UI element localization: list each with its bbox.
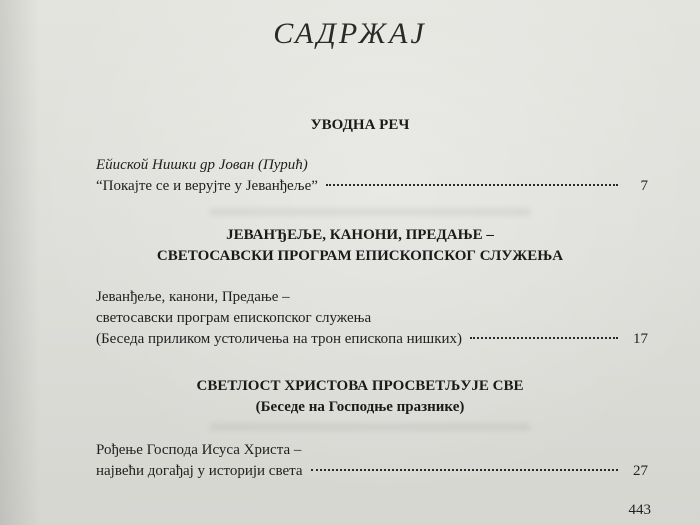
- show-through-text-lower: [210, 423, 530, 431]
- section-heading-line: СВЕТОСАВСКИ ПРОГРАМ ЕПИСКОПСКОГ СЛУЖЕЊА: [156, 248, 564, 264]
- toc-entry: [96, 440, 648, 482]
- toc-entry-title: највећи догађај у историји света: [96, 463, 303, 479]
- dot-leader: [311, 469, 618, 471]
- toc-entry-title-line: Јеванђеље, канони, Предање –: [96, 289, 290, 305]
- toc-entry-subtitle: (Беседа приликом устоличења на трон епископа нишких): [96, 331, 463, 347]
- folio-page-number: 443: [628, 502, 651, 518]
- section-heading-line: ЈЕВАНЂЕЉЕ, КАНОНИ, ПРЕДАЊЕ –: [226, 227, 494, 243]
- toc-entry-title-line: Рођење Господа Исуса Христа –: [96, 442, 302, 458]
- section-heading-uvodna-rec: [100, 115, 620, 136]
- dot-leader: [326, 184, 618, 186]
- toc-entry: [96, 287, 648, 350]
- toc-entry-title: “Покајте се и верујте у Јеванђеље”: [96, 178, 318, 194]
- section-heading-subtitle: (Беседе на Господње празнике): [255, 399, 465, 415]
- toc-entry-page-number: 7: [640, 178, 648, 194]
- section-heading-jevandjelje: [100, 225, 620, 267]
- page-title: САДРЖАЈ: [273, 17, 427, 50]
- section-heading-line: СВЕТЛОСТ ХРИСТОВА ПРОСВЕТЉУЈЕ СВЕ: [196, 378, 524, 394]
- toc-entry-title-row: [96, 176, 648, 197]
- dot-leader: [470, 337, 618, 339]
- section-heading-line: УВОДНА РЕЧ: [310, 117, 410, 133]
- show-through-text: [210, 208, 530, 216]
- toc-entry-author: Ейиской Нишки gр Јован (Пурић): [96, 157, 308, 173]
- section-heading-svetlost: [100, 376, 620, 418]
- toc-entry-title-row: [96, 329, 648, 350]
- toc-entry-title-line: светосавски програм епископског служења: [96, 310, 372, 326]
- page-gutter-shadow: [0, 0, 40, 525]
- toc-entry-title-row: [96, 461, 648, 482]
- toc-entry: [96, 155, 648, 197]
- toc-entry-page-number: 17: [633, 331, 648, 347]
- toc-entry-page-number: 27: [633, 463, 648, 479]
